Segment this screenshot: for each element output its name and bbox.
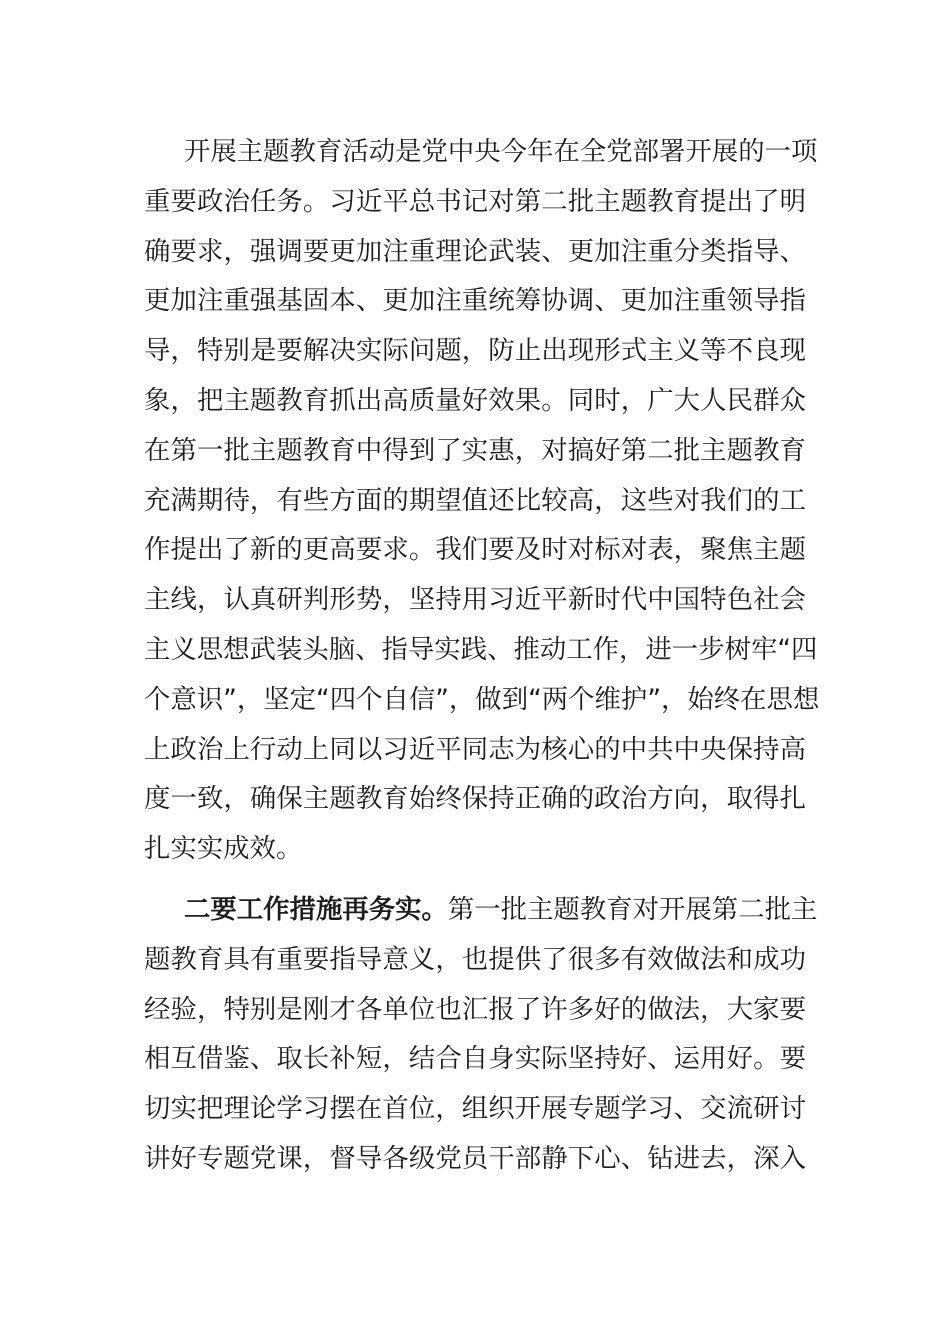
text-line: 充满期待，有些方面的期望值还比较高，这些对我们的工 [144,484,806,516]
text-line: 讲好专题党课，督导各级党员干部静下心、钻进去，深入 [144,1142,806,1174]
text-line: 象，把主题教育抓出高质量好效果。同时，广大人民群众 [144,384,806,416]
text-line: 作提出了新的更高要求。我们要及时对标对表，聚焦主题 [144,534,806,566]
text-line: 题教育具有重要指导意义，也提供了很多有效做法和成功 [144,943,806,975]
paragraph-heading: 二要工作措施再务实。 [184,894,448,925]
text-line: 开展主题教育活动是党中央今年在全党部署开展的一项 [184,136,818,167]
text-line: 主义思想武装头脑、指导实践、推动工作，进一步树牢“四 [144,633,818,665]
heading-line-rest: 第一批主题教育对开展第二批主 [447,894,818,925]
text-line: 在第一批主题教育中得到了实惠，对搞好第二批主题教育 [144,434,806,466]
paragraph-1 [144,127,820,874]
text-line: 导，特别是要解决实际问题，防止出现形式主义等不良现 [144,335,806,367]
text-line: 扎实实成效。 [144,833,303,865]
text-line: 主线，认真研判形势，坚持用习近平新时代中国特色社会 [144,584,806,616]
text-line: 更加注重强基固本、更加注重统筹协调、更加注重领导指 [144,285,806,317]
text-line: 度一致，确保主题教育始终保持正确的政治方向，取得扎 [144,783,806,815]
text-line: 确要求，强调要更加注重理论武装、更加注重分类指导、 [144,235,806,267]
text-line: 重要政治任务。习近平总书记对第二批主题教育提出了明 [144,185,806,217]
text-line: 切实把理论学习摆在首位，组织开展专题学习、交流研讨 [144,1093,806,1125]
text-line: 上政治上行动上同以习近平同志为核心的中共中央保持高 [144,733,806,765]
text-line: 经验，特别是刚才各单位也汇报了许多好的做法，大家要 [144,993,806,1025]
text-line: 相互借鉴、取长补短，结合自身实际坚持好、运用好。要 [144,1043,806,1075]
paragraph-2 [144,885,818,1184]
text-line-with-heading [144,885,818,935]
text-line: 个意识”，坚定“四个自信”，做到“两个维护”，始终在思想 [144,683,820,715]
